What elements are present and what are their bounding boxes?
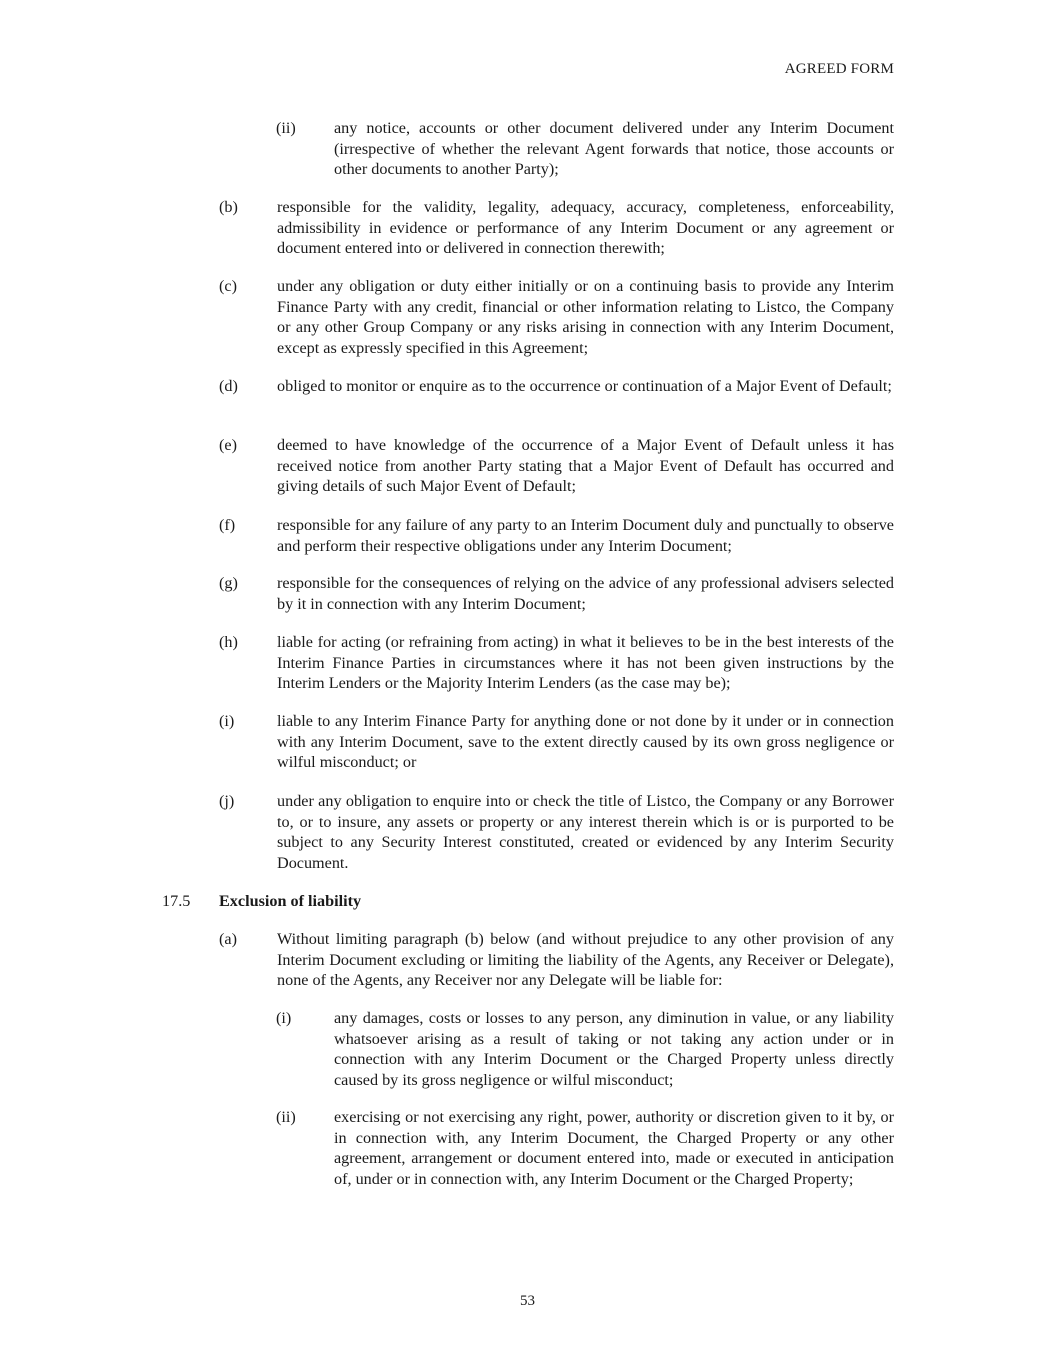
clause-h: [219, 632, 894, 694]
clause-text: liable to any Interim Finance Party for anything done or not done by it under or in connection with any Interim Document, save to the extent directly caused by its own gross negligence or wilful misconduct; or: [277, 712, 894, 771]
clause-label: (e): [219, 436, 237, 454]
clause-label: (g): [219, 574, 238, 592]
clause-text: any notice, accounts or other document delivered under any Interim Document (irrespective of whether the relevant Agent forwards that notice, those accounts or other documents to another Party);: [334, 119, 894, 178]
subclause-ii: [276, 1107, 894, 1189]
clause-text: responsible for the consequences of relying on the advice of any professional advisers selected by it in connection with any Interim Document;: [277, 574, 894, 613]
clause-label: (b): [219, 198, 238, 216]
clause-label: (j): [219, 792, 235, 810]
clause-label: (a): [219, 930, 237, 948]
clause-text: under any obligation to enquire into or check the title of Listco, the Company or any Borrower to, or to insure, any assets or property or any interest therein which is or is purported to be subject to any Security Interest constituted, created or evidenced by any Interim Security Document.: [277, 792, 894, 872]
section-title: Exclusion of liability: [219, 892, 362, 910]
clause-label: (i): [219, 712, 235, 730]
header-agreed-form: AGREED FORM: [784, 61, 894, 77]
clause-label: (c): [219, 277, 237, 295]
clause-label: (d): [219, 377, 238, 395]
clause-label: (f): [219, 516, 236, 534]
clause-text: responsible for the validity, legality, adequacy, accuracy, completeness, enforceability, admissibility in evidence or performance of any Interim Document or any agreement or document entered into or delivered in connection therewith;: [277, 198, 894, 257]
clause-d: [219, 376, 894, 397]
clause-text: liable for acting (or refraining from acting) in what it believes to be in the best interests of the Interim Finance Parties in circumstances where it has not been given instructions by the Interim Lenders or the Majority Interim Lenders (as the case may be);: [277, 633, 894, 692]
clause-label: (ii): [276, 1108, 296, 1126]
clause-text: obliged to monitor or enquire as to the occurrence or continuation of a Major Event of Default;: [277, 377, 892, 395]
clause-text: any damages, costs or losses to any person, any diminution in value, or any liability whatsoever arising as a result of taking or not taking any action under or in connection with any Interim Document or the Charged Property unless directly caused by its gross negligence or wilful misconduct;: [334, 1009, 894, 1089]
clause-ii-top: [276, 118, 894, 180]
clause-text: deemed to have knowledge of the occurrence of a Major Event of Default unless it has received notice from another Party stating that a Major Event of Default has occurred and giving details of such Major Event of Default;: [277, 436, 894, 495]
section-number: 17.5: [162, 892, 191, 910]
clause-text: Without limiting paragraph (b) below (and without prejudice to any other provision of any Interim Document excluding or limiting the liability of the Agents, any Receiver or Delegate), none of the Agents, any Receiver nor any Delegate will be liable for:: [277, 930, 894, 989]
subclause-i: [276, 1008, 894, 1090]
clause-i: [219, 711, 894, 773]
clause-text: exercising or not exercising any right, power, authority or discretion given to it by, or in connection with, any Interim Document, the Charged Property or any other agreement, arrangement or document entered into, made or executed in anticipation of, under or in connection with, any Interim Document or the Charged Property;: [334, 1108, 894, 1188]
clause-b: [219, 197, 894, 259]
clause-g: [219, 573, 894, 614]
clause-e: [219, 435, 894, 497]
clause-c: [219, 276, 894, 358]
clause-label: (ii): [276, 119, 296, 137]
clause-text: responsible for any failure of any party to an Interim Document duly and punctually to observe and perform their respective obligations under any Interim Document;: [277, 516, 894, 555]
page-number: 53: [520, 1293, 535, 1309]
clause-f: [219, 515, 894, 556]
clause-a: [219, 929, 894, 991]
clause-label: (i): [276, 1009, 292, 1027]
clause-label: (h): [219, 633, 238, 651]
clause-j: [219, 791, 894, 873]
clause-text: under any obligation or duty either initially or on a continuing basis to provide any Interim Finance Party with any credit, financial or other information relating to Listco, the Company or any other Group Company or any risks arising in connection with any Interim Document, except as expressly specified in this Agreement;: [277, 277, 894, 357]
